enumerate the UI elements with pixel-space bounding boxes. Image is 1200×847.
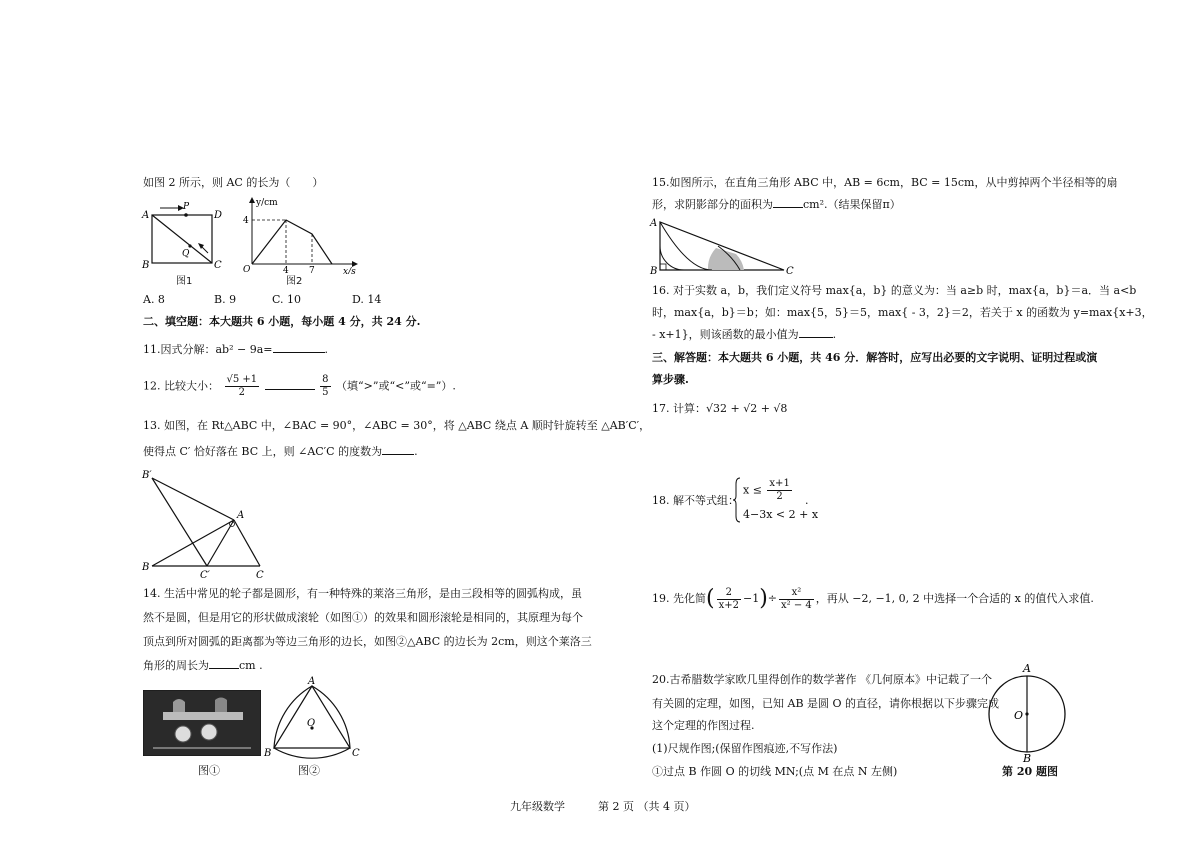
q18-ineq-1 (743, 478, 794, 503)
q13-label-b: B (142, 562, 150, 573)
q15-figure (648, 214, 798, 278)
q14-label-o: O (307, 718, 316, 729)
q19-pre: 19. 先化简 (652, 592, 706, 605)
option-d: D. 14 (352, 293, 382, 306)
q12-frac1-num: √5 +1 (226, 374, 258, 385)
q20-label-a: A (1023, 662, 1031, 675)
q20-line-2: 有关圆的定理，如图，已知 AB 是圆 O 的直径，请你根据以下步骤完成 (652, 697, 1000, 710)
fig1-label-a: A (142, 210, 150, 221)
section-2-heading: 二、填空题：本大题共 6 小题，每小题 4 分，共 24 分. (143, 315, 421, 328)
q14-line-4-post: cm . (239, 659, 263, 672)
q12-frac1-den: 2 (238, 387, 246, 398)
fig1-label-p: P (183, 202, 190, 212)
q13-label-c: C (256, 570, 264, 581)
q20-line-5: ①过点 B 作圆 O 的切线 MN;(点 M 在点 N 左侧) (652, 765, 898, 778)
q12-pre: 12. 比较大小： (143, 379, 219, 393)
q16-line-1: 16. 对于实数 a，b，我们定义符号 max{a，b} 的意义为：当 a≥b 时，max{a，b}＝a．当 a<b (652, 284, 1137, 297)
q12-post: （填“>”或“<”或“=”）. (336, 379, 456, 393)
q20-line-1: 20.古希腊数学家欧几里得创作的数学著作 《几何原本》中记载了一个 (652, 673, 992, 686)
q16-blank (799, 337, 833, 338)
q11-text: 11.因式分解：ab² − 9a= (143, 343, 273, 356)
q16-line-2: 时，max{a，b}＝b；如：max{5，5}＝5，max{ - 3，2}＝2，若关于 x 的函数为 y=max{x+3， (652, 306, 1153, 319)
q13-line-2-text: 使得点 C′ 恰好落在 BC 上，则 ∠AC′C 的度数为 (143, 445, 383, 458)
q19-fraction-1 (717, 587, 741, 612)
q10-tail: 如图 2 所示，则 AC 的长为（ ） (143, 176, 324, 189)
q19-frac2-num: x² (779, 587, 814, 600)
q13-label-bprime: B′ (142, 470, 152, 481)
q17: 17. 计算：√32 + √2 + √8 (652, 402, 788, 415)
q15-blank (773, 207, 803, 208)
q13-line-1: 13. 如图，在 Rt△ABC 中，∠BAC = 90°，∠ABC = 30°，将 △ABC 绕点 A 顺时针旋转至 △AB′C′， (143, 419, 651, 432)
fig2-tick-7: 7 (309, 266, 315, 274)
q15-line-2-pre: 形，求阴影部分的面积为 (652, 198, 773, 211)
option-a: A. 8 (143, 293, 165, 306)
q18-ineq1-den: 2 (776, 491, 783, 502)
q14-line-4-pre: 角形的周长为 (143, 659, 209, 672)
option-b: B. 9 (214, 293, 237, 306)
fig2-y-value: 4 (243, 216, 249, 226)
q18-system (733, 476, 819, 524)
q12-fraction-1 (225, 374, 260, 399)
q14-photo (143, 690, 261, 756)
q16-line-3-pre: - x+1}，则该函数的最小值为 (652, 328, 799, 341)
q16-line-3-post: . (832, 328, 837, 341)
section-3-heading-2: 算步骤. (652, 373, 689, 386)
q20-line-3: 这个定理的作图过程. (652, 719, 755, 732)
q14-line-4 (143, 658, 263, 674)
q13-blank (382, 454, 414, 455)
q19-minus-1: −1 (742, 592, 760, 605)
q18-end: . (805, 494, 809, 507)
q12-frac2-den: 5 (322, 387, 329, 398)
q13-end: . (414, 445, 418, 458)
q19-fraction-2 (779, 587, 814, 612)
q20-label-b: B (1023, 752, 1032, 762)
q12-fraction-2 (320, 374, 330, 399)
section-3-heading-1: 三、解答题：本大题共 6 小题，共 46 分．解答时，应写出必要的文字说明、证明过程或演 (652, 351, 1098, 364)
q14-caption-1: 图① (198, 764, 220, 777)
fig2-x-label: x/s (343, 267, 356, 274)
q19 (652, 584, 1094, 614)
q15-label-a: A (650, 218, 658, 229)
q13-line-2 (143, 444, 418, 460)
q19-post: ，再从 −2, −1, 0, 2 中选择一个合适的 x 的值代入求值. (815, 592, 1094, 605)
fig1-label-q: Q (182, 249, 190, 259)
q13-figure (140, 466, 275, 582)
q14-line-1: 14. 生活中常见的轮子都是圆形，有一种特殊的莱洛三角形，是由三段相等的圆弧构成，虽 (143, 587, 582, 600)
q20-caption: 第 20 题图 (1002, 765, 1058, 778)
q11-blank (273, 352, 325, 353)
q14-blank (209, 668, 239, 669)
q14-line-2: 然不是圆，但是用它的形状做成滚轮（如图①）的效果和圆形滚轮是相同的，其原理为每个 (143, 611, 583, 624)
fig1-label-c: C (214, 260, 222, 271)
q19-paren-open: ( (706, 586, 715, 611)
q12-blank (265, 389, 315, 390)
fig1-label-d: D (214, 210, 223, 221)
q18-ineq1-fraction (767, 478, 791, 503)
fig1-label-b: B (142, 260, 150, 271)
footer-subject: 九年级数学 (510, 800, 565, 813)
q19-divide: ÷ (767, 592, 778, 605)
q20-circle-figure (984, 662, 1070, 762)
fig2-tick-4: 4 (283, 266, 289, 274)
q11-end: . (324, 343, 328, 356)
q12 (143, 374, 456, 399)
q18-pre: 18. 解不等式组： (652, 494, 739, 507)
q20-line-4: (1)尺规作图;(保留作图痕迹,不写作法) (652, 742, 838, 755)
q14-label-b: B (264, 748, 272, 759)
fig2-y-label: y/cm (256, 198, 278, 208)
q14-line-3: 顶点到所对圆弧的距离都为等边三角形的边长，如图②△ABC 的边长为 2cm，则这个莱洛三 (143, 635, 592, 648)
footer-page-number: 第 2 页 （共 4 页） (598, 800, 696, 813)
q20-label-o: O (1014, 709, 1024, 722)
q18-ineq-2: 4−3x < 2 + x (743, 508, 819, 521)
fig2-caption: 图2 (286, 276, 303, 287)
fig1-caption: 图1 (176, 276, 193, 287)
q18-ineq1-num: x+1 (769, 478, 790, 489)
q12-frac2-num: 8 (322, 374, 329, 385)
q19-frac1-den: x+2 (718, 599, 739, 611)
q14-reuleaux-figure (262, 676, 372, 762)
q15-line-2 (652, 197, 901, 213)
q15-line-1: 15.如图所示，在直角三角形 ABC 中，AB = 6cm，BC = 15cm，从中剪掉两个半径相等的扇 (652, 176, 1118, 189)
q10-figure-2 (240, 196, 360, 274)
option-c: C. 10 (272, 293, 302, 306)
q15-label-c: C (786, 266, 794, 277)
q16-line-3 (652, 327, 836, 343)
q15-line-2-post: cm².（结果保留π） (803, 198, 901, 211)
fig2-origin: O (243, 265, 251, 274)
q11 (143, 342, 328, 358)
q14-caption-2: 图② (298, 764, 320, 777)
q15-label-b: B (650, 266, 658, 277)
q14-label-a: A (308, 676, 316, 687)
q13-label-a: A (237, 510, 245, 521)
q13-label-cprime: C′ (200, 570, 210, 581)
q19-frac2-den: x² − 4 (781, 599, 812, 611)
q19-paren-close: ) (759, 586, 768, 611)
q14-label-c: C (352, 748, 360, 759)
q18-ineq1-left: x ≤ (743, 483, 762, 497)
q19-frac1-num: 2 (717, 587, 741, 600)
q18-brace (733, 476, 741, 524)
